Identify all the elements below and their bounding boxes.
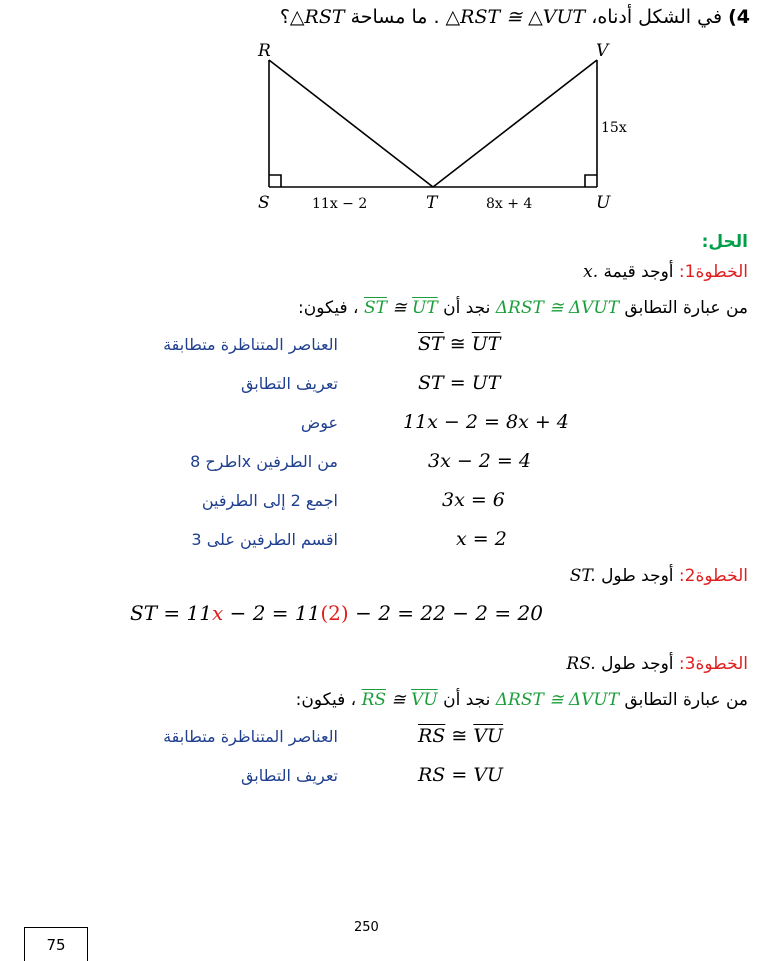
step3-eq1-left: $\overline{RS}$: [418, 725, 446, 747]
step1-eq-1: [418, 333, 500, 355]
page-number: 250: [354, 920, 379, 935]
step3-eq-2: RS = VU: [418, 764, 504, 786]
question-target: △RST: [289, 6, 345, 28]
triangle-figure: [240, 40, 640, 215]
segment-tv: [433, 60, 597, 187]
step1-reason-4: اطرح 8x من الطرفين: [190, 452, 338, 471]
solution-label: الحل:: [701, 232, 748, 252]
step1-eq-5: 3x = 6: [442, 489, 505, 511]
step2-equation: [130, 601, 543, 625]
step1-eq-3: 11x − 2 = 8x + 4: [403, 411, 569, 433]
label-u: U: [596, 193, 611, 213]
step1-intro: [298, 298, 748, 318]
page-box-number: 75: [24, 927, 88, 961]
step1-reason-2: تعريف التطابق: [240, 374, 338, 393]
question-line: [280, 6, 750, 28]
step1-reason-1: العناصر المتناظرة متطابقة: [163, 335, 338, 354]
segment-st-bar: $\overline{ST}$: [363, 298, 387, 318]
step1-var: x.: [583, 262, 599, 282]
question-text: في الشكل أدناه،: [591, 6, 723, 28]
right-angle-s-icon: [269, 175, 281, 187]
step2-eq-x: x: [211, 601, 224, 625]
step3-var: RS.: [566, 654, 596, 674]
eq1-right: $\overline{UT}$: [471, 333, 501, 355]
step2-eq-c: (2): [320, 601, 349, 625]
right-angle-u-icon: [585, 175, 597, 187]
step2-heading: [570, 566, 748, 586]
segment-vu-bar: $\overline{VU}$: [411, 690, 438, 710]
question-mark: ؟: [279, 6, 290, 28]
segment-rt: [269, 60, 433, 187]
step3-eq-1: [418, 725, 503, 747]
step1-reason-3: عوض: [300, 413, 338, 432]
step3-intro-congruence: ΔRST ≅ ΔVUT: [495, 690, 620, 710]
step1-eq-2: ST = UT: [418, 372, 501, 394]
step1-intro-text: من عبارة التطابق: [624, 298, 748, 318]
step1-intro-end: ، فيكون:: [298, 298, 359, 318]
step3-intro-mid: نجد أن: [443, 690, 491, 710]
step3-eq1-right: $\overline{VU}$: [473, 725, 504, 747]
step1-eq-4: 3x − 2 = 4: [428, 450, 531, 472]
step3-label: الخطوة3:: [678, 654, 748, 674]
label-t: T: [426, 193, 438, 213]
measure-tu: 8x + 4: [486, 196, 533, 212]
step3-intro-text: من عبارة التطابق: [624, 690, 748, 710]
question-text-2: . ما مساحة: [350, 6, 440, 28]
step3-intro-segments: $\overline{RS}$ ≅ $\overline{VU}$: [361, 690, 438, 710]
measure-st: 11x − 2: [312, 196, 368, 212]
step3-intro: [296, 690, 748, 710]
step1-intro-segments: $\overline{ST}$ ≅ $\overline{UT}$: [363, 298, 438, 318]
segment-ut-bar: $\overline{UT}$: [412, 298, 438, 318]
step1-reason-5: اجمع 2 إلى الطرفين: [201, 491, 338, 510]
eq1-left: $\overline{ST}$: [418, 333, 444, 355]
step3-intro-end: ، فيكون:: [295, 690, 357, 710]
segment-rs-bar: $\overline{RS}$: [361, 690, 387, 710]
label-r: R: [258, 41, 271, 61]
step1-reason-6: اقسم الطرفين على 3: [191, 530, 338, 549]
step1-intro-mid: نجد أن: [443, 298, 491, 318]
step2-text: أوجد طول: [601, 566, 674, 586]
question-number: 4): [728, 6, 750, 28]
label-v: V: [596, 41, 609, 61]
step1-heading: [583, 262, 748, 282]
step2-eq-a: ST = 11: [130, 601, 212, 625]
measure-vu: 15x: [601, 120, 627, 136]
step2-eq-b: − 2 = 11: [223, 601, 321, 625]
step2-var: ST.: [569, 566, 596, 586]
step3-reason-2: تعريف التطابق: [240, 766, 338, 785]
question-congruence: △RST ≅ △VUT: [445, 6, 586, 28]
step1-text: أوجد قيمة: [603, 262, 674, 282]
step1-intro-congruence: ΔRST ≅ ΔVUT: [495, 298, 620, 318]
step2-eq-d: − 2 = 22 − 2 = 20: [348, 601, 543, 625]
step3-eq1-op: ≅: [445, 725, 474, 747]
label-s: S: [258, 193, 270, 213]
eq1-op: ≅: [443, 333, 472, 355]
step1-label: الخطوة1:: [678, 262, 748, 282]
step3-text: أوجد طول: [601, 654, 674, 674]
step2-label: الخطوة2:: [678, 566, 748, 586]
step3-reason-1: العناصر المتناظرة متطابقة: [163, 727, 338, 746]
step1-eq-6: x = 2: [456, 528, 507, 550]
step3-heading: [566, 654, 748, 674]
